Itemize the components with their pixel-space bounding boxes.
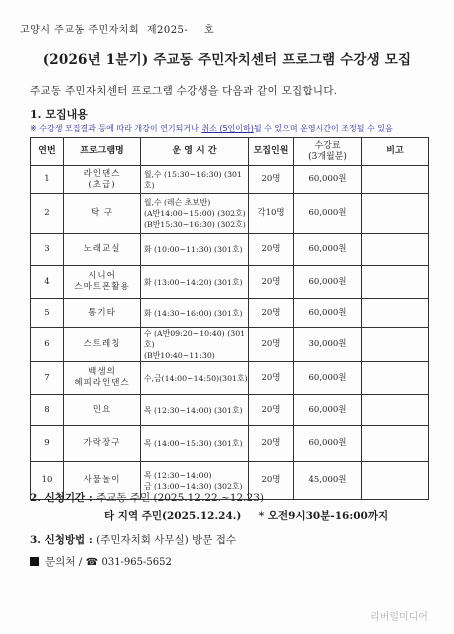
program-name-line: 민요 [92, 404, 112, 415]
cell-capacity: 각10명 [249, 194, 294, 234]
cell-note [362, 234, 429, 266]
cell-note [362, 328, 429, 362]
program-name-line: 가락장구 [83, 438, 121, 448]
section-2-line2 [104, 508, 388, 523]
cell-note [362, 299, 429, 328]
header-fee-line1: 수강료 [314, 140, 341, 151]
cell-schedule [141, 234, 249, 266]
cell-fee: 60,000원 [294, 395, 362, 426]
program-name-line: 통기타 [88, 307, 116, 318]
cell-note [362, 462, 429, 500]
cell-capacity: 20명 [249, 328, 294, 362]
cell-program-name [64, 362, 141, 395]
intro-text: 주교동 주민자치센터 프로그램 수강생을 다음과 같이 모집합니다. [30, 85, 338, 97]
cell-capacity: 20명 [249, 299, 294, 328]
header-suffix: 호 [204, 25, 215, 36]
section-2-hours-note: * 오전9시30분-16:00까지 [258, 510, 389, 522]
cell-program-name [64, 426, 141, 462]
cell-program-name [64, 299, 141, 328]
cell-note [362, 166, 429, 194]
cell-program-name [64, 395, 141, 426]
cell-fee: 60,000원 [294, 194, 362, 234]
cell-schedule [141, 266, 249, 299]
program-name-line: 백샘의 [88, 367, 116, 377]
schedule-line: 수 (A반09:20~10:40) (301호) [144, 329, 246, 349]
section-2-line2-bold: 타 지역 주민(2025.12.24.) [104, 510, 242, 522]
cell-program-name [64, 166, 141, 194]
section-3-label: 3. 신청방법 : [30, 534, 93, 546]
schedule-line: 월,수 (레슨 초보반) [144, 198, 211, 207]
cell-fee: 30,000원 [294, 328, 362, 362]
cell-note [362, 362, 429, 395]
document-header [20, 21, 218, 36]
cell-note [362, 266, 429, 299]
cell-no: 8 [31, 395, 64, 426]
program-name-line: (초급) [88, 179, 116, 190]
cell-schedule [141, 426, 249, 462]
cell-schedule [141, 328, 249, 362]
cell-fee: 60,000원 [294, 266, 362, 299]
program-name-line: 사물놀이 [83, 475, 121, 485]
cell-schedule [141, 166, 249, 194]
table-row [31, 266, 429, 299]
header-no: 연번 [31, 138, 64, 166]
cell-fee: 60,000원 [294, 362, 362, 395]
cell-no: 4 [31, 266, 64, 299]
cell-fee: 60,000원 [294, 234, 362, 266]
notice-post: 될 수 있으며 운영시간이 조정될 수 있음 [253, 124, 393, 133]
program-name-line: 탁 구 [90, 208, 114, 218]
cell-note [362, 194, 429, 234]
header-fee-line2: (3개월분) [308, 151, 347, 162]
table-row [31, 362, 429, 395]
phone-number: 031-965-5652 [101, 557, 172, 568]
cell-schedule [141, 362, 249, 395]
schedule-line: 수,금(14:00~14:50)(301호) [144, 373, 248, 383]
cell-no: 1 [31, 166, 64, 194]
section-2 [30, 490, 264, 505]
cell-no: 9 [31, 426, 64, 462]
contact-label: 문의처 / [45, 556, 83, 568]
cell-no: 7 [31, 362, 64, 395]
schedule-line: 금 (13:00~14:30) (302호) [144, 481, 243, 491]
table-row [31, 395, 429, 426]
cell-program-name [64, 328, 141, 362]
schedule-line: 월,수 (15:30~16:30) (301호) [144, 169, 242, 190]
table-row [31, 426, 429, 462]
cell-program-name [64, 234, 141, 266]
program-name-line: 라인댄스 [83, 168, 121, 179]
cell-note [362, 426, 429, 462]
cell-capacity: 20명 [249, 362, 294, 395]
cell-schedule [141, 395, 249, 426]
cell-schedule [141, 194, 249, 234]
cell-no: 3 [31, 234, 64, 266]
cell-fee: 60,000원 [294, 299, 362, 328]
cell-capacity: 20명 [249, 462, 294, 500]
schedule-line: 화 (10:00~11:30) (301호) [144, 245, 243, 254]
program-table [30, 137, 429, 500]
header-doc-number: 제2025- [146, 25, 189, 36]
notice-text [30, 123, 393, 134]
page-title: (2026년 1분기) 주교동 주민자치센터 프로그램 수강생 모집 [42, 52, 412, 68]
cell-fee: 60,000원 [294, 166, 362, 194]
schedule-line: (A반14:00~15:00) (302호) [144, 209, 246, 218]
section-2-label: 2. 신청기간 : [30, 492, 93, 504]
cell-no: 5 [31, 299, 64, 328]
table-row [31, 166, 429, 194]
header-capacity: 모집인원 [249, 138, 294, 166]
cell-program-name [64, 266, 141, 299]
table-row [31, 328, 429, 362]
notice-pre: ※ 수강생 모집결과 등에 따라 개강이 연기되거나 [30, 124, 202, 133]
schedule-line: 목 (12:30~14:00) (301호) [144, 405, 243, 415]
cell-fee: 45,000원 [294, 462, 362, 500]
cell-capacity: 20명 [249, 266, 294, 299]
cell-no: 2 [31, 194, 64, 234]
contact-line [30, 554, 172, 569]
header-org: 고양시 주교동 주민자치회 [20, 25, 140, 36]
schedule-line: 화 (14:30~16:00) (301호) [144, 308, 243, 318]
section-1-heading: 1. 모집내용 [30, 108, 88, 121]
header-time: 운 영 시 간 [141, 138, 249, 166]
cell-no: 10 [31, 462, 64, 500]
table-row [31, 299, 429, 328]
square-bullet-icon [30, 557, 39, 566]
table-header-row [31, 138, 429, 166]
notice-underlined: 취소 (5인이하) [201, 124, 254, 133]
cell-capacity: 20명 [249, 166, 294, 194]
section-2-line1: 주교동 주민 (2025.12.22.~12.23) [96, 492, 264, 504]
schedule-line: (B반10:40~11:30) [144, 351, 215, 360]
schedule-line: (B반15:30~16:30) (302호) [144, 220, 246, 229]
cell-note [362, 395, 429, 426]
cell-capacity: 20명 [249, 395, 294, 426]
cell-fee: 60,000원 [294, 426, 362, 462]
section-3-text: (주민자치회 사무실) 방문 접수 [96, 534, 236, 546]
phone-icon: ☎ [85, 557, 99, 568]
header-note: 비고 [362, 138, 429, 166]
cell-schedule [141, 299, 249, 328]
program-name-line: 스마트폰활용 [74, 282, 130, 292]
cell-no: 6 [31, 328, 64, 362]
program-name-line: 헤피라인댄스 [74, 378, 130, 388]
table-row [31, 194, 429, 234]
program-name-line: 노래교실 [83, 244, 121, 254]
schedule-line: 목 (12:30~14:00) [144, 470, 212, 480]
cell-capacity: 20명 [249, 426, 294, 462]
schedule-line: 화 (13:00~14:20) (301호) [144, 277, 243, 287]
watermark-text: 리버럴미디어 [370, 612, 428, 623]
program-name-line: 시니어 [88, 271, 116, 281]
program-name-line: 스트레칭 [83, 339, 121, 349]
section-3 [30, 532, 236, 547]
header-fee [294, 138, 362, 166]
cell-program-name [64, 194, 141, 234]
cell-capacity: 20명 [249, 234, 294, 266]
table-row [31, 234, 429, 266]
schedule-line: 목 (14:00~15:30) (301호) [144, 439, 243, 448]
header-name: 프로그램명 [64, 138, 141, 166]
table-body [31, 166, 429, 500]
